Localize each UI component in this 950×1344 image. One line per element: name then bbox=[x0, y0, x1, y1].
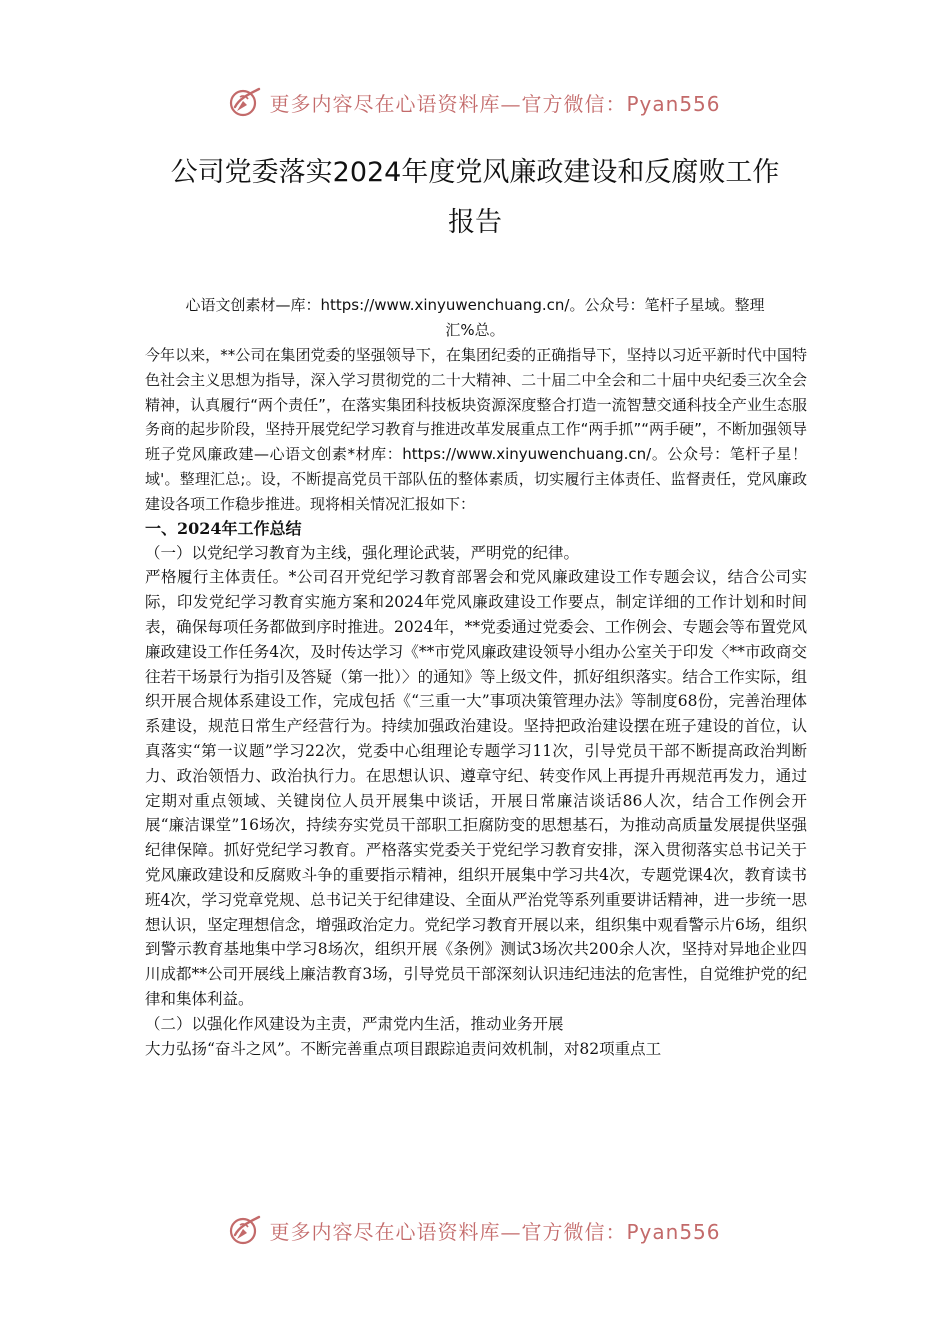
header-watermark-banner bbox=[0, 82, 950, 122]
title-line-1: 公司党委落实2024年度党风廉政建设和反腐败工作 bbox=[170, 157, 780, 188]
wechat-id: Pyan556 bbox=[626, 91, 721, 116]
document-body bbox=[145, 343, 807, 1061]
body-paragraph-2: 大力弘扬“奋斗之风”。不断完善重点项目跟踪追责问效机制，对82项重点工 bbox=[145, 1039, 662, 1058]
source-note-line-1: 心语文创素材—库：https://www.xinyuwenchuang.cn/。公众号：笔杆子星域。整理 bbox=[185, 296, 765, 314]
footer-watermark-banner bbox=[0, 1210, 950, 1250]
pen-logo-icon bbox=[229, 1213, 263, 1247]
subsection-heading-2: （二）以强化作风建设为主责，严肃党内生活，推动业务开展 bbox=[145, 1014, 564, 1033]
wechat-id: Pyan556 bbox=[626, 1219, 721, 1244]
watermark-text: 更多内容尽在心语资料库—官方微信：Pyan556 bbox=[269, 91, 721, 116]
document-title bbox=[120, 148, 830, 248]
source-note bbox=[145, 293, 805, 343]
title-line-2: 报告 bbox=[448, 207, 502, 238]
watermark-text: 更多内容尽在心语资料库—官方微信：Pyan556 bbox=[269, 1219, 721, 1244]
pen-logo-icon bbox=[229, 85, 263, 119]
section-heading: 一、2024年工作总结 bbox=[145, 518, 302, 538]
source-note-line-2: 汇%总。 bbox=[445, 321, 505, 339]
body-paragraph-1: 严格履行主体责任。*公司召开党纪学习教育部署会和党风廉政建设工作专题会议，结合公司实际，印发党纪学习教育实施方案和2024年党风廉政建设工作要点，制定详细的工作计划和时间表，确保每项任务都做到序时推进。2024年，**党委通过党委会、工作例会、专题会等布置党风廉政建设工作任务4次，及时传达学习《**市党风廉政建设领导小组办公室关于印发〈**市政商交往若干场景行为指引及答疑（第一批）〉的通知》等上级文件，抓好组织落实。结合工作实际，组织开展合规体系建设工作，完成包括《“三重一大”事项决策管理办法》等制度68份，完善治理体系建设，规范日常生产经营行为。持续加强政治建设。坚持把政治建设摆在班子建设的首位，认真落实“第一议题”学习22次，党委中心组理论专题学习11次，引导党员干部不断提高政治判断力、政治领悟力、政治执行力。在思想认识、遵章守纪、转变作风上再提升再规范再发力，通过定期对重点领域、关键岗位人员开展集中谈话，开展日常廉洁谈话86人次，结合工作例会开展“廉洁课堂”16场次，持续夯实党员干部职工拒腐防变的思想基石，为推动高质量发展提供坚强纪律保障。抓好党纪学习教育。严格落实党委关于党纪学习教育安排，深入贯彻落实总书记关于党风廉政建设和反腐败斗争的重要指示精神，组织开展集中学习共4次，专题党课4次，教育读书班4次，学习党章党规、总书记关于纪律建设、全面从严治党等系列重要讲话精神，进一步统一思想认识，坚定理想信念，增强政治定力。党纪学习教育开展以来，组织集中观看警示片6场，组织到警示教育基地集中学习8场次，组织开展《条例》测试3场次共200余人次，坚持对异地企业四川成都**公司开展线上廉洁教育3场，引导党员干部深刻认识违纪违法的危害性，自觉维护党的纪律和集体利益。 bbox=[145, 568, 807, 1008]
intro-paragraph: 今年以来，**公司在集团党委的坚强领导下，在集团纪委的正确指导下，坚持以习近平新时代中国特色社会主义思想为指导，深入学习贯彻党的二十大精神、二十届二中全会和二十届中央纪委三次全会精神，认真履行“两个责任”，在落实集团科技板块资源深度整合打造一流智慧交通科技全产业生态服务商的起步阶段，坚持开展党纪学习教育与推进改革发展重点工作“两手抓”“两手硬”，不断加强领导班子党风廉政建—心语文创素*材库：https://www.xinyuwenchuang.cn/。公众号：笔杆子星！域'。整理汇总;。设，不断提高党员干部队伍的整体素质，切实履行主体责任、监督责任，党风廉政建设各项工作稳步推进。现将相关情况汇报如下： bbox=[145, 346, 807, 513]
subsection-heading-1: （一）以党纪学习教育为主线，强化理论武装，严明党的纪律。 bbox=[145, 543, 580, 562]
